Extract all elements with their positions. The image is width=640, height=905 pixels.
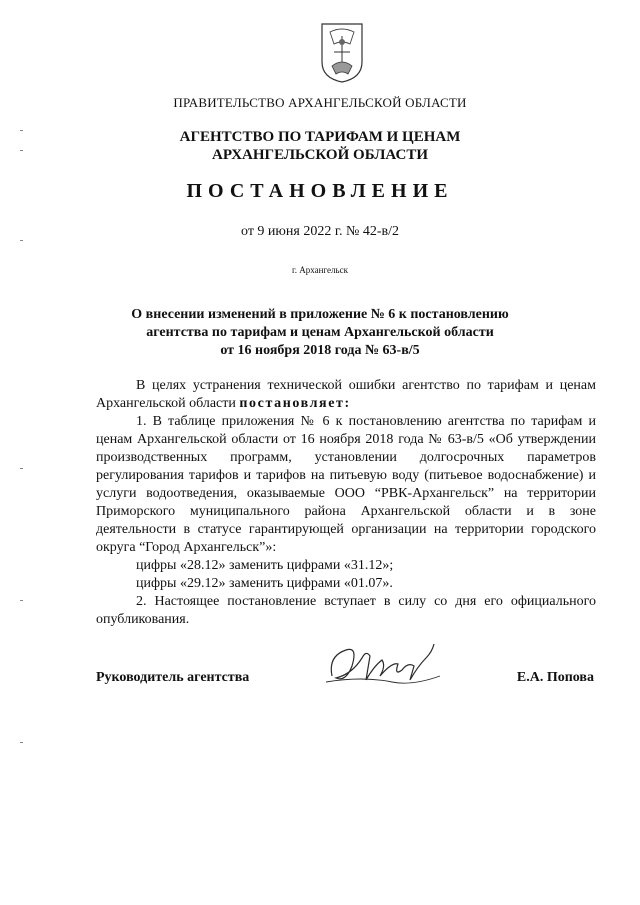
margin-mark	[20, 130, 23, 131]
subject-line: от 16 ноября 2018 года № 63-в/5	[220, 343, 420, 358]
item-1-paragraph: 1. В таблице приложения № 6 к постановлению агентства по тарифам и ценам Архангельской области от 16 ноября 2018 года № 63-в/5 «Об утверждении производственных программ, установлении долгосрочных параметров регулирования тарифов и тарифов на питьевую воду (питьевое водоснабжение) и услуги водоотведения, оказываемые ООО “РВК-Архангельск” на территории Приморского муниципального района Архангельской области и в зоне деятельности в статусе гарантирующей организации на территории городского округа “Город Архангельск”»:	[96, 414, 596, 555]
margin-mark	[20, 742, 23, 743]
margin-mark	[20, 600, 23, 601]
subject-line: агентства по тарифам и ценам Архангельской области	[146, 325, 494, 340]
agency-name-line: АРХАНГЕЛЬСКОЙ ОБЛАСТИ	[212, 147, 428, 163]
change-1: цифры «28.12» заменить цифрами «31.12»;	[136, 558, 394, 573]
decrees-word: постановляет:	[239, 396, 351, 411]
document-subject	[0, 306, 640, 360]
date-and-number: от 9 июня 2022 г. № 42-в/2	[241, 224, 399, 239]
signer-name: Е.А. Попова	[516, 670, 594, 685]
agency-name	[0, 128, 640, 164]
margin-mark	[20, 240, 23, 241]
margin-mark	[20, 468, 23, 469]
subject-line: О внесении изменений в приложение № 6 к постановлению	[131, 307, 509, 322]
margin-mark	[20, 150, 23, 151]
city: г. Архангельск	[292, 265, 348, 275]
coat-of-arms-icon	[320, 22, 364, 84]
intro-text: В целях устранения технической ошибки агентство по тарифам и ценам Архангельской области	[96, 378, 596, 411]
intro-paragraph	[96, 377, 596, 413]
document-type: ПОСТАНОВЛЕНИЕ	[186, 180, 454, 202]
signature-image	[322, 636, 452, 694]
change-2: цифры «29.12» заменить цифрами «01.07».	[136, 576, 393, 591]
agency-name-line: АГЕНТСТВО ПО ТАРИФАМ И ЦЕНАМ	[179, 129, 461, 145]
item-2-paragraph: 2. Настоящее постановление вступает в силу со дня его официального опубликования.	[96, 594, 596, 627]
document-body	[96, 377, 596, 629]
government-name: ПРАВИТЕЛЬСТВО АРХАНГЕЛЬСКОЙ ОБЛАСТИ	[173, 95, 467, 110]
signer-position: Руководитель агентства	[96, 670, 250, 685]
